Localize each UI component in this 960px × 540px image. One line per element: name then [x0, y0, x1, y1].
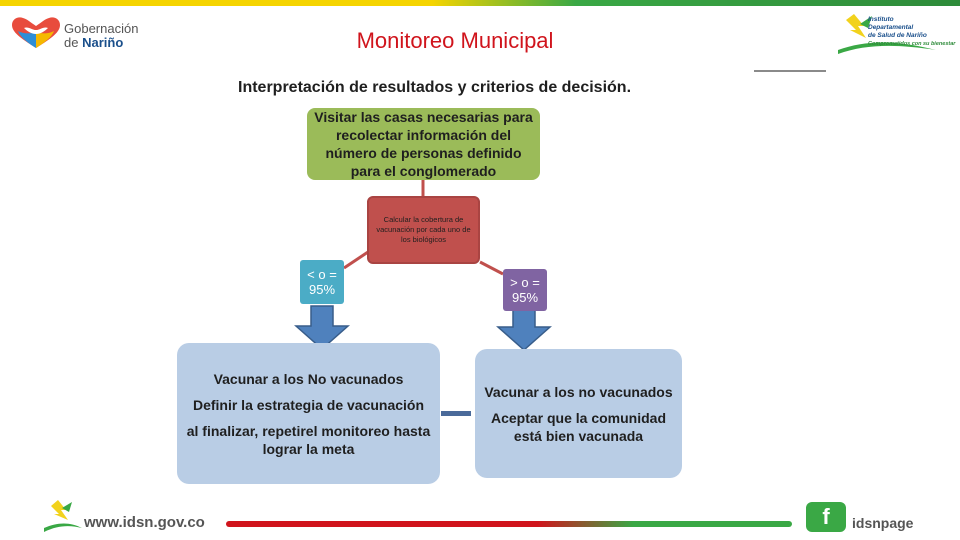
- connector-center-right: [480, 262, 503, 274]
- right-result-line: Aceptar que la comunidad está bien vacunada: [490, 409, 667, 444]
- gov-line1: Gobernación: [64, 21, 139, 36]
- idsn-footer-logo: [44, 498, 84, 534]
- slide-title: Monitoreo Municipal: [356, 28, 554, 53]
- idsn-line1: Instituto: [868, 16, 894, 23]
- website-link[interactable]: www.idsn.gov.co: [84, 514, 205, 531]
- badge-greater-equal-95: > o = 95%: [503, 269, 547, 311]
- idsn-slogan: Comprometidos con su bienestar: [868, 41, 956, 47]
- left-result-line: al finalizar, repetirel monitoreo hasta lograr la meta: [186, 422, 431, 457]
- arrow-down-right: [498, 309, 550, 350]
- gov-line2: Nariño: [82, 35, 124, 50]
- facebook-icon[interactable]: f: [806, 502, 846, 532]
- footer-color-line: [226, 521, 792, 527]
- idsn-line2: Departamental: [868, 24, 914, 31]
- step-visit-houses: Visitar las casas necesarias para recolectar información del número de personas definido para el conglomerado: [307, 108, 540, 180]
- result-low-coverage: [177, 343, 440, 484]
- connector-center-left: [344, 252, 368, 268]
- result-high-coverage: [475, 349, 682, 478]
- idsn-line3: de Salud de Nariño: [868, 32, 927, 39]
- gov-line2-prefix: de: [64, 35, 79, 50]
- social-handle[interactable]: idsnpage: [852, 515, 914, 531]
- step-calculate-coverage: Calcular la cobertura de vacunación por cada uno de los biológicos: [367, 196, 480, 264]
- left-result-line: Definir la estrategia de vacunación: [192, 396, 425, 413]
- right-result-line: Vacunar a los no vacunados: [484, 383, 673, 400]
- badge-less-equal-95: < o = 95%: [300, 260, 344, 304]
- left-result-line: Vacunar a los No vacunados: [213, 370, 404, 387]
- diagram-title: Interpretación de resultados y criterios de decisión.: [238, 79, 632, 96]
- result-connector: [441, 411, 471, 416]
